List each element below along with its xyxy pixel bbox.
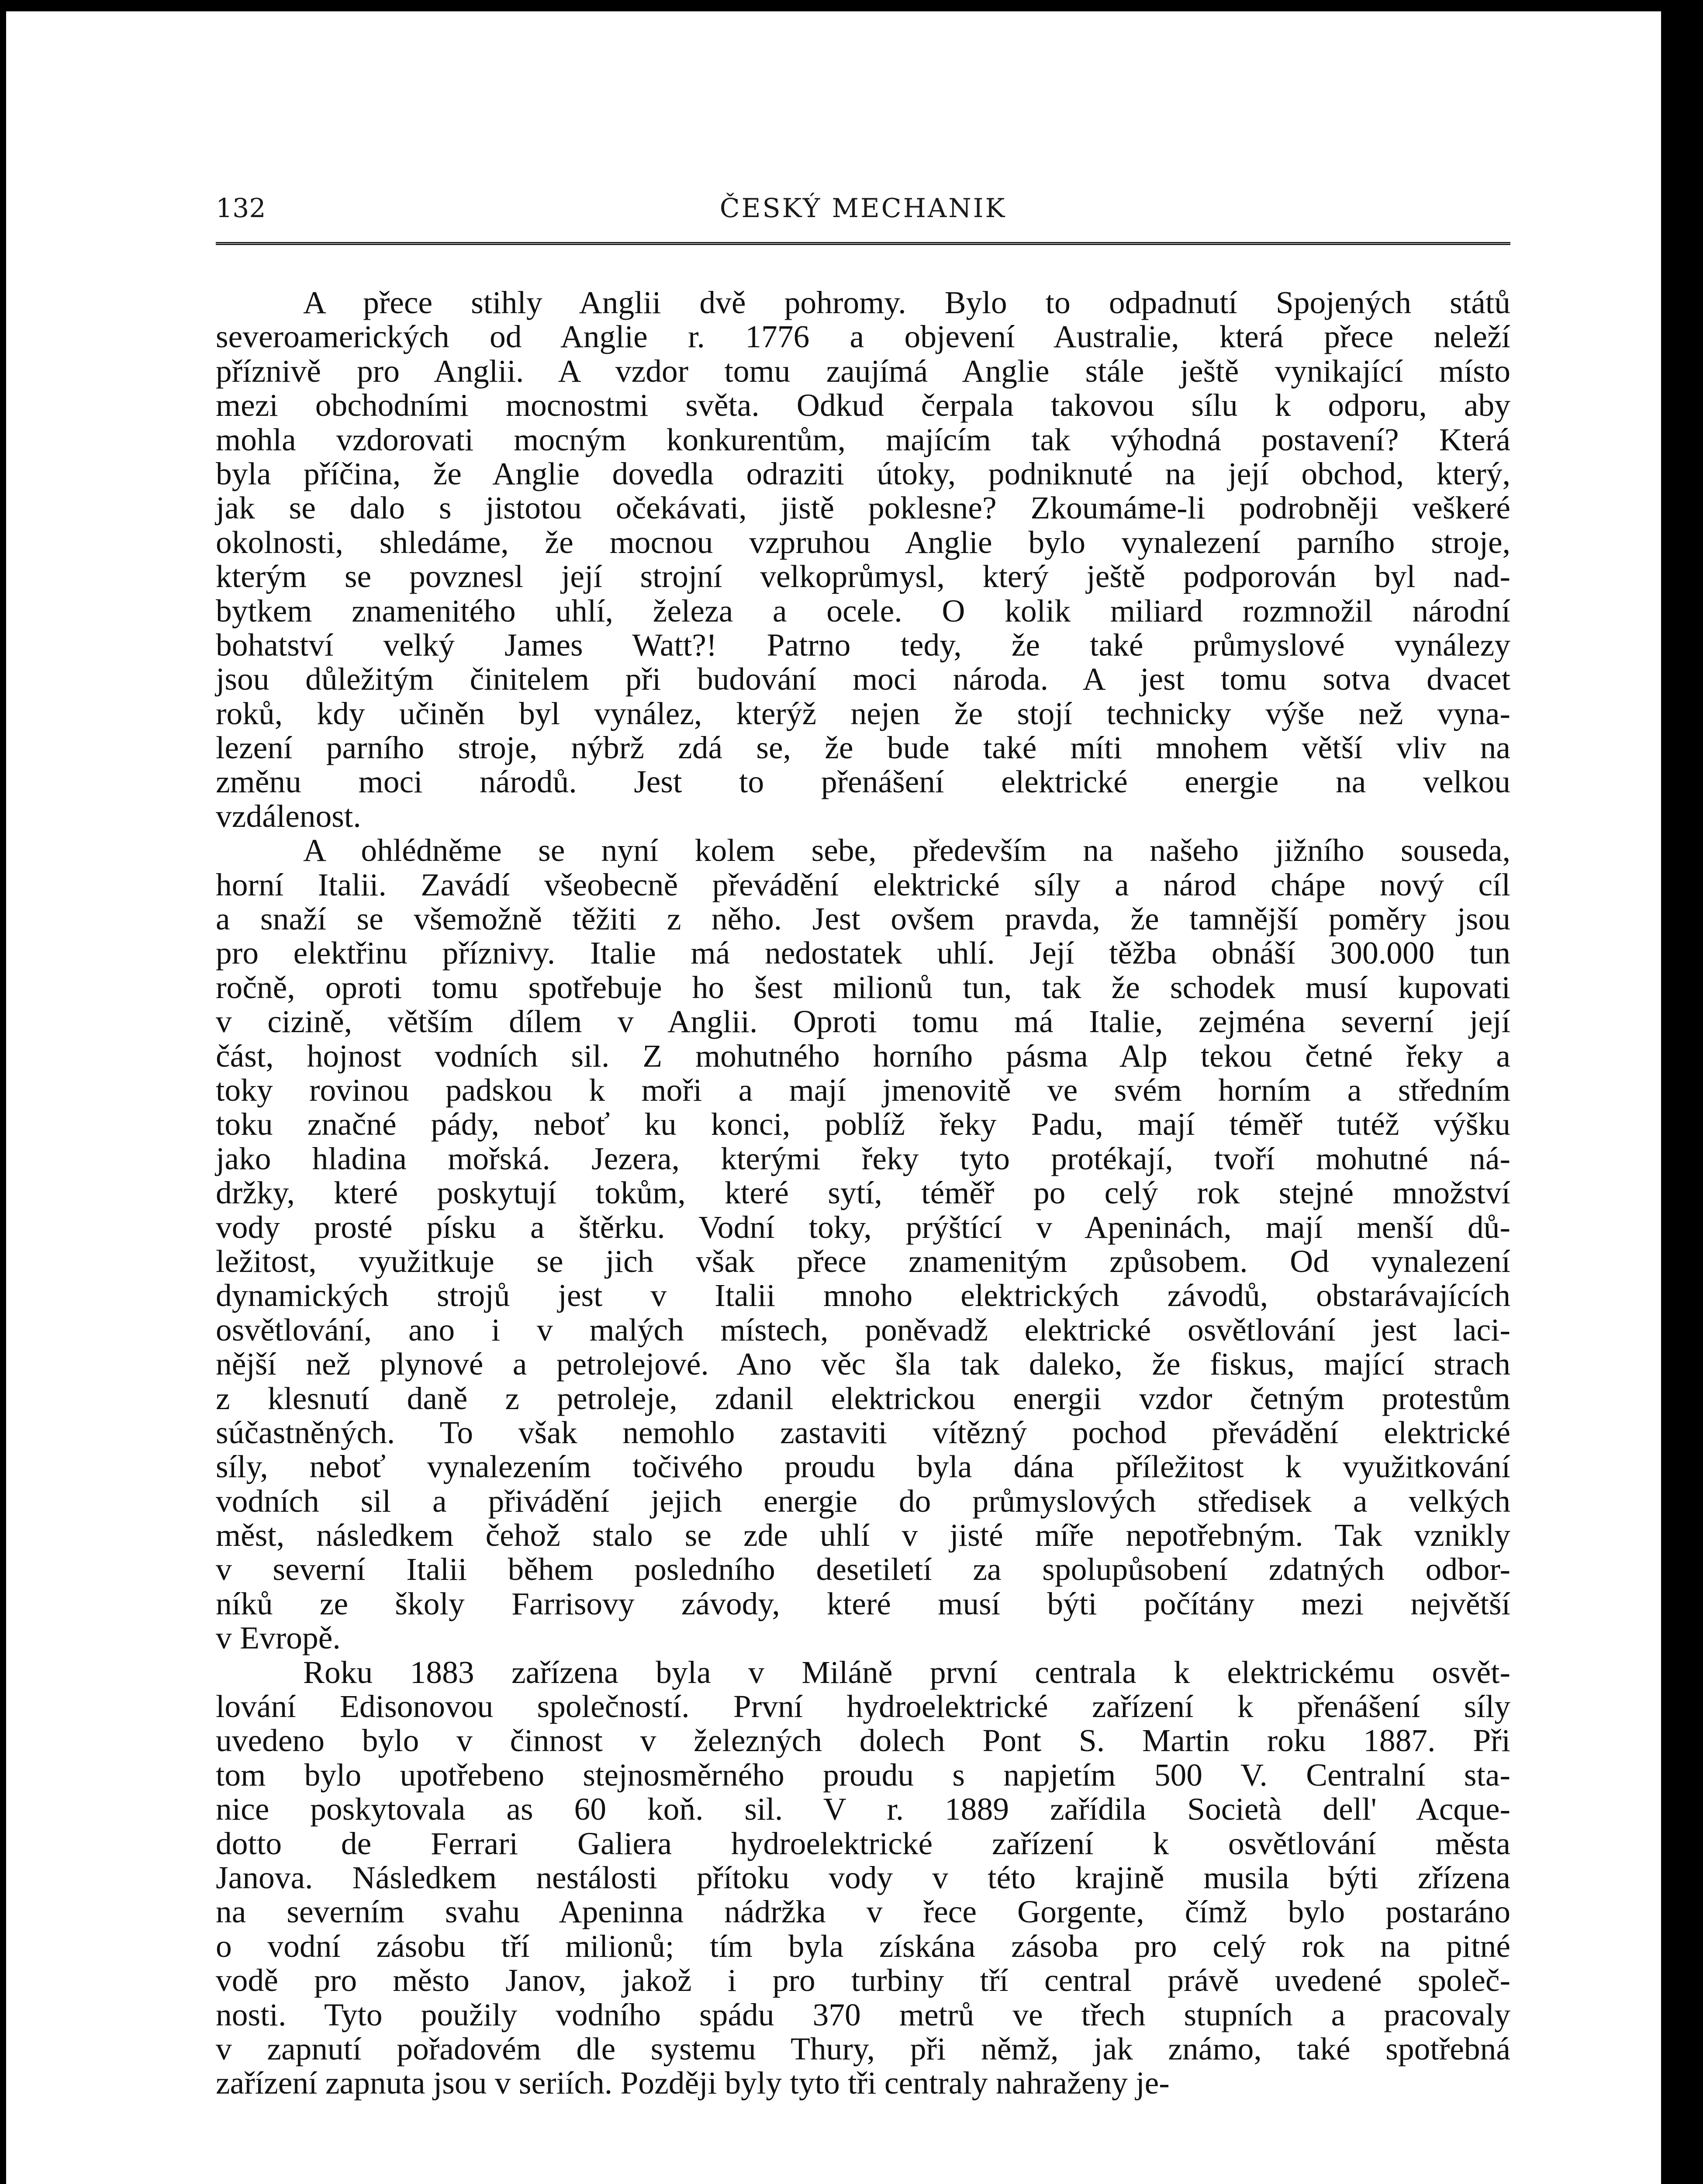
text-line: v severní Italii během posledního desetiletí za spolupůsobení zdatných odbor- [216, 1552, 1510, 1587]
text-line: Roku 1883 zařízena byla v Miláně první centrala k elektrickému osvět- [303, 1654, 1510, 1690]
text-line: dotto de Ferrari Galiera hydroelektrické zařízení k osvětlování města [216, 1825, 1510, 1861]
text-line: toku značné pády, neboť ku konci, poblíž řeky Padu, mají téměř tutéž výšku [216, 1106, 1510, 1142]
text-line: pro elektřinu příznivy. Italie má nedostatek uhlí. Její těžba obnáší 300.000 tun [216, 935, 1510, 971]
text-line: měst, následkem čehož stalo se zde uhlí v jisté míře nepotřebným. Tak vznikly [216, 1517, 1510, 1553]
text-line: lování Edisonovou společností. První hydroelektrické zařízení k přenášení síly [216, 1689, 1510, 1724]
text-line: vodě pro město Janov, jakož i pro turbiny tří central právě uvedené společ- [216, 1963, 1510, 1998]
page-header [216, 193, 1510, 232]
text-line: nosti. Tyto použily vodního spádu 370 metrů ve třech stupních a pracovaly [216, 1997, 1510, 2032]
text-line: část, hojnost vodních sil. Z mohutného horního pásma Alp tekou četné řeky a [216, 1038, 1510, 1074]
text-line: uvedeno bylo v činnost v železných dolech Pont S. Martin roku 1887. Při [216, 1723, 1510, 1759]
page-number: 132 [216, 193, 266, 224]
text-line: horní Italii. Zavádí všeobecně převádění elektrické síly a národ chápe nový cíl [216, 867, 1510, 902]
text-line: příznivě pro Anglii. A vzdor tomu zaujímá Anglie stále ještě vynikající místo [216, 353, 1510, 389]
text-line: roků, kdy učiněn byl vynález, kterýž nejen že stojí technicky výše než vyna- [216, 695, 1510, 731]
text-line: v Evropě. [216, 1620, 341, 1656]
text-line: kterým se povznesl její strojní velkoprůmysl, který ještě podporován byl nad- [216, 559, 1510, 594]
article-body [216, 286, 1510, 2101]
text-line: bohatství velký James Watt?! Patrno tedy, že také průmyslové vynálezy [216, 627, 1510, 663]
text-line: změnu moci národů. Jest to přenášení elektrické energie na velkou [216, 764, 1510, 800]
text-line: súčastněných. To však nemohlo zastaviti vítězný pochod převádění elektrické [216, 1414, 1510, 1450]
text-line: byla příčina, že Anglie dovedla odraziti útoky, podniknuté na její obchod, který, [216, 456, 1510, 491]
text-line: ležitost, využitkuje se jich však přece znamenitým způsobem. Od vynalezení [216, 1243, 1510, 1279]
text-line: okolnosti, shledáme, že mocnou vzpruhou Anglie bylo vynalezení parního stroje, [216, 524, 1510, 560]
text-line: držky, které poskytují tokům, které sytí, téměř po celý rok stejné množství [216, 1175, 1510, 1211]
text-line: ročně, oproti tomu spotřebuje ho šest milionů tun, tak že schodek musí kupovati [216, 969, 1510, 1005]
text-line: vzdálenost. [216, 798, 361, 834]
text-line: A přece stihly Anglii dvě pohromy. Bylo to odpadnutí Spojených států [303, 285, 1510, 320]
text-line: síly, neboť vynalezením točivého proudu byla dána příležitost k využitkování [216, 1449, 1510, 1485]
text-line: nice poskytovala as 60 koň. sil. V r. 1889 zařídila Società dell' Acque- [216, 1791, 1510, 1827]
text-line: Janova. Následkem nestálosti přítoku vody v této krajině musila býti zřízena [216, 1859, 1510, 1895]
header-rule [216, 242, 1510, 245]
text-line: jako hladina mořská. Jezera, kterými řeky tyto protékají, tvoří mohutné ná- [216, 1140, 1510, 1176]
text-line: toky rovinou padskou k moři a mají jmenovitě ve svém horním a středním [216, 1072, 1510, 1108]
text-line: v zapnutí pořadovém dle systemu Thury, při němž, jak známo, také spotřebná [216, 2031, 1510, 2067]
text-line: jak se dalo s jistotou očekávati, jistě poklesne? Zkoumáme-li podrobněji veškeré [216, 490, 1510, 526]
text-line: z klesnutí daně z petroleje, zdanil elektrickou energii vzdor četným protestům [216, 1380, 1510, 1416]
text-line: mohla vzdorovati mocným konkurentům, majícím tak výhodná postavení? Která [216, 422, 1510, 457]
text-line: mezi obchodními mocnostmi světa. Odkud čerpala takovou sílu k odporu, aby [216, 387, 1510, 423]
text-line: zařízení zapnuta jsou v seriích. Později byly tyto tři centraly nahraženy je- [216, 2065, 1170, 2101]
text-line: osvětlování, ano i v malých místech, poněvadž elektrické osvětlování jest laci- [216, 1312, 1510, 1348]
text-line: dynamických strojů jest v Italii mnoho elektrických závodů, obstarávajících [216, 1278, 1510, 1313]
running-title: ČESKÝ MECHANIK [719, 193, 1007, 224]
text-line: v cizině, větším dílem v Anglii. Oproti tomu má Italie, zejména severní její [216, 1004, 1510, 1040]
text-line: vody prosté písku a štěrku. Vodní toky, prýštící v Apeninách, mají menší dů- [216, 1209, 1510, 1245]
text-line: níků ze školy Farrisovy závody, které musí býti počítány mezi největší [216, 1586, 1510, 1621]
text-line: o vodní zásobu tří milionů; tím byla získána zásoba pro celý rok na pitné [216, 1928, 1510, 1964]
scanned-page [6, 11, 1661, 2184]
text-line: A ohlédněme se nyní kolem sebe, především na našeho jižního souseda, [303, 833, 1510, 868]
text-line: a snaží se všemožně těžiti z něho. Jest ovšem pravda, že tamnější poměry jsou [216, 901, 1510, 937]
text-line: nější než plynové a petrolejové. Ano věc šla tak daleko, že fiskus, mající strach [216, 1346, 1510, 1382]
text-line: lezení parního stroje, nýbrž zdá se, že bude také míti mnohem větší vliv na [216, 730, 1510, 766]
text-line: bytkem znamenitého uhlí, železa a ocele. O kolik miliard rozmnožil národní [216, 593, 1510, 629]
text-line: vodních sil a přivádění jejich energie do průmyslových středisek a velkých [216, 1483, 1510, 1519]
text-line: na severním svahu Apeninna nádržka v řece Gorgente, čímž bylo postaráno [216, 1894, 1510, 1930]
text-line: tom bylo upotřebeno stejnosměrného proudu s napjetím 500 V. Centralní sta- [216, 1757, 1510, 1793]
text-line: jsou důležitým činitelem při budování moci národa. A jest tomu sotva dvacet [216, 661, 1510, 697]
text-line: severoamerických od Anglie r. 1776 a objevení Australie, která přece neleží [216, 319, 1510, 355]
